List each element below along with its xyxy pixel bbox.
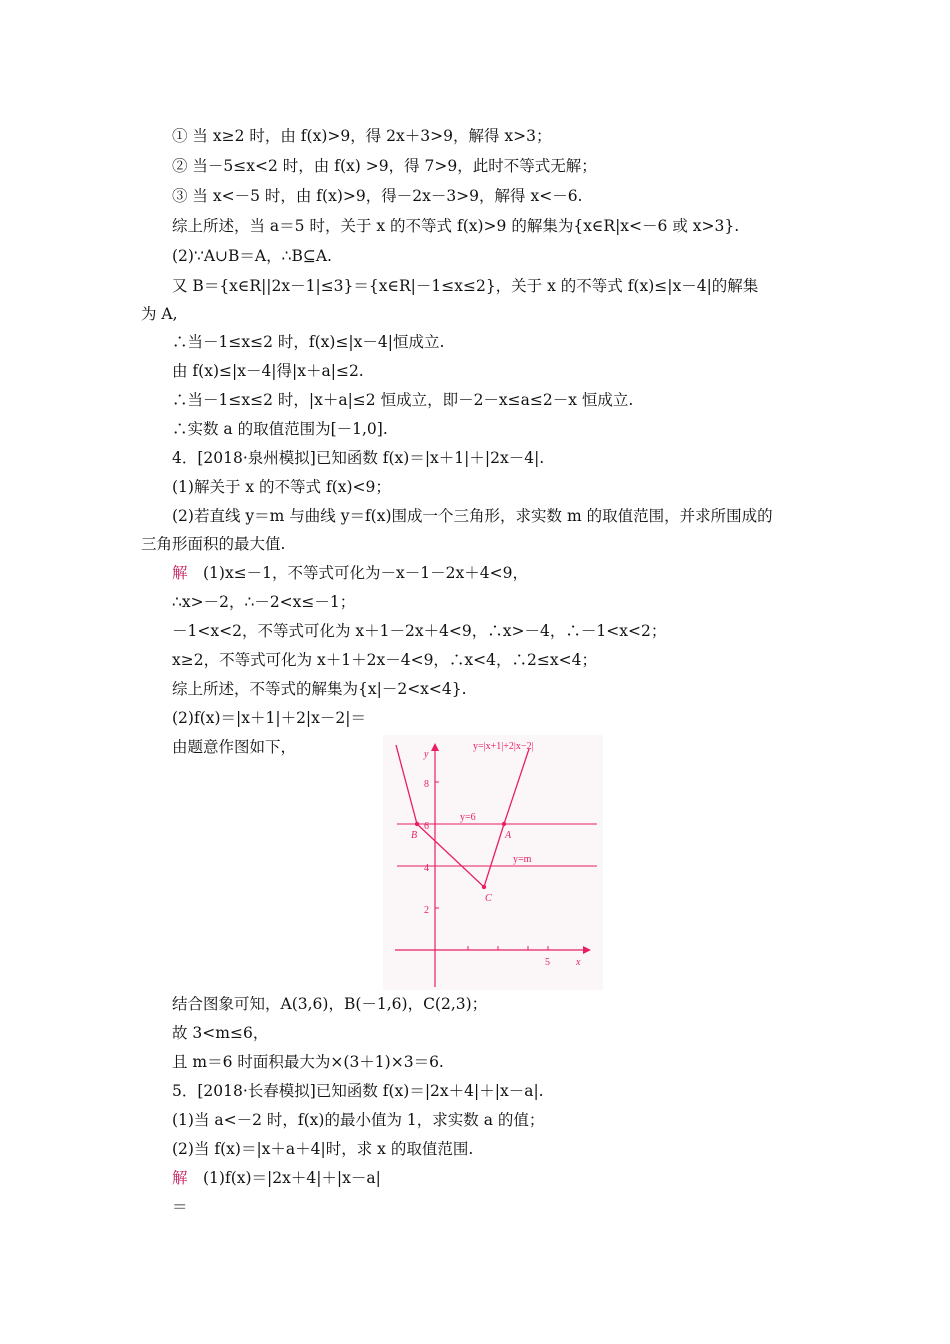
text-line-16: (1)x≤－1，不等式可化为－x－1－2x＋4<9， bbox=[203, 564, 528, 582]
solution-marker-1: 解 bbox=[172, 564, 188, 582]
problem-4-part2: (2)若直线 y＝m 与曲线 y＝f(x)围成一个三角形，求实数 m 的取值范围，并求所围成的 bbox=[172, 507, 773, 525]
point-a-label: A bbox=[505, 830, 512, 841]
problem-4-title: 4．[2018·泉州模拟]已知函数 f(x)＝|x＋1|＋|2x－4|. bbox=[172, 449, 545, 467]
text-line-21: (2)f(x)＝|x＋1|＋2|x－2|＝ bbox=[172, 709, 366, 727]
tick-label-y4: 4 bbox=[424, 863, 429, 874]
text-line-5: (2)∵A∪B＝A，∴B⊆A. bbox=[172, 247, 332, 265]
problem-5-part1: (1)当 a<－2 时，f(x)的最小值为 1，求实数 a 的值； bbox=[172, 1111, 545, 1129]
text-line-25: 且 m＝6 时面积最大为×(3＋1)×3＝6. bbox=[172, 1053, 444, 1071]
point-c bbox=[482, 885, 486, 889]
text-line-19: x≥2，不等式可化为 x＋1＋2x－4<9，∴x<4，∴2≤x<4； bbox=[172, 651, 597, 669]
y-axis-label: y bbox=[424, 749, 429, 760]
text-line-29: (1)f(x)＝|2x＋4|＋|x－a| bbox=[203, 1169, 381, 1187]
ym-label: y=m bbox=[513, 854, 532, 865]
solution-marker-2: 解 bbox=[172, 1169, 188, 1187]
problem-5-title: 5．[2018·长春模拟]已知函数 f(x)＝|2x＋4|＋|x－a|. bbox=[172, 1082, 544, 1100]
text-line-8: ∴当－1≤x≤2 时，f(x)≤|x－4|恒成立. bbox=[172, 333, 445, 351]
text-line-7: 为 A, bbox=[141, 305, 178, 323]
text-line-11: ∴实数 a 的取值范围为[－1,0]. bbox=[172, 420, 388, 438]
text-line-20: 综上所述，不等式的解集为{x|－2<x<4}. bbox=[172, 680, 467, 698]
point-c-label: C bbox=[485, 893, 492, 904]
graph-background bbox=[383, 735, 603, 990]
text-line-6: 又 B＝{x∈R||2x－1|≤3}＝{x∈R|－1≤x≤2}，关于 x 的不等式 f(x)≤|x－4|的解集 bbox=[172, 277, 759, 295]
text-line-30: ＝ bbox=[172, 1198, 188, 1216]
text-line-17: ∴x>－2，∴－2<x≤－1； bbox=[172, 593, 356, 611]
text-line-18: －1<x<2，不等式可化为 x＋1－2x＋4<9，∴x>－4，∴－1<x<2； bbox=[172, 622, 667, 640]
text-line-2: ② 当－5≤x<2 时，由 f(x) >9，得 7>9，此时不等式无解； bbox=[172, 157, 597, 175]
y6-label: y=6 bbox=[460, 812, 476, 823]
text-line-9: 由 f(x)≤|x－4|得|x＋a|≤2. bbox=[172, 362, 364, 380]
text-line-22: 由题意作图如下， bbox=[172, 738, 297, 756]
problem-4-part2-cont: 三角形面积的最大值. bbox=[141, 535, 286, 553]
text-line-4: 综上所述，当 a＝5 时，关于 x 的不等式 f(x)>9 的解集为{x∈R|x<－6 或 x>3}. bbox=[172, 217, 740, 235]
text-line-3: ③ 当 x<－5 时，由 f(x)>9，得－2x－3>9，解得 x<－6. bbox=[172, 187, 583, 205]
tick-label-y2: 2 bbox=[424, 905, 429, 916]
curve-label: y=|x+1|+2|x−2| bbox=[473, 741, 534, 752]
x-axis-label: x bbox=[576, 957, 581, 968]
problem-5-part2: (2)当 f(x)＝|x＋a＋4|时，求 x 的取值范围. bbox=[172, 1140, 474, 1158]
text-line-10: ∴当－1≤x≤2 时，|x＋a|≤2 恒成立，即－2－x≤a≤2－x 恒成立. bbox=[172, 391, 634, 409]
point-b bbox=[415, 822, 419, 826]
tick-label-y6: 6 bbox=[424, 821, 429, 832]
tick-label-x5: 5 bbox=[545, 957, 550, 968]
text-line-23: 结合图象可知，A(3,6)，B(－1,6)，C(2,3)； bbox=[172, 995, 488, 1013]
text-line-24: 故 3<m≤6， bbox=[172, 1024, 269, 1042]
tick-label-y8: 8 bbox=[424, 779, 429, 790]
point-a bbox=[502, 822, 506, 826]
problem-4-part1: (1)解关于 x 的不等式 f(x)<9； bbox=[172, 478, 391, 496]
point-b-label: B bbox=[411, 830, 418, 841]
text-line-1: ① 当 x≥2 时，由 f(x)>9，得 2x＋3>9，解得 x>3； bbox=[172, 127, 552, 145]
function-graph bbox=[383, 735, 603, 990]
